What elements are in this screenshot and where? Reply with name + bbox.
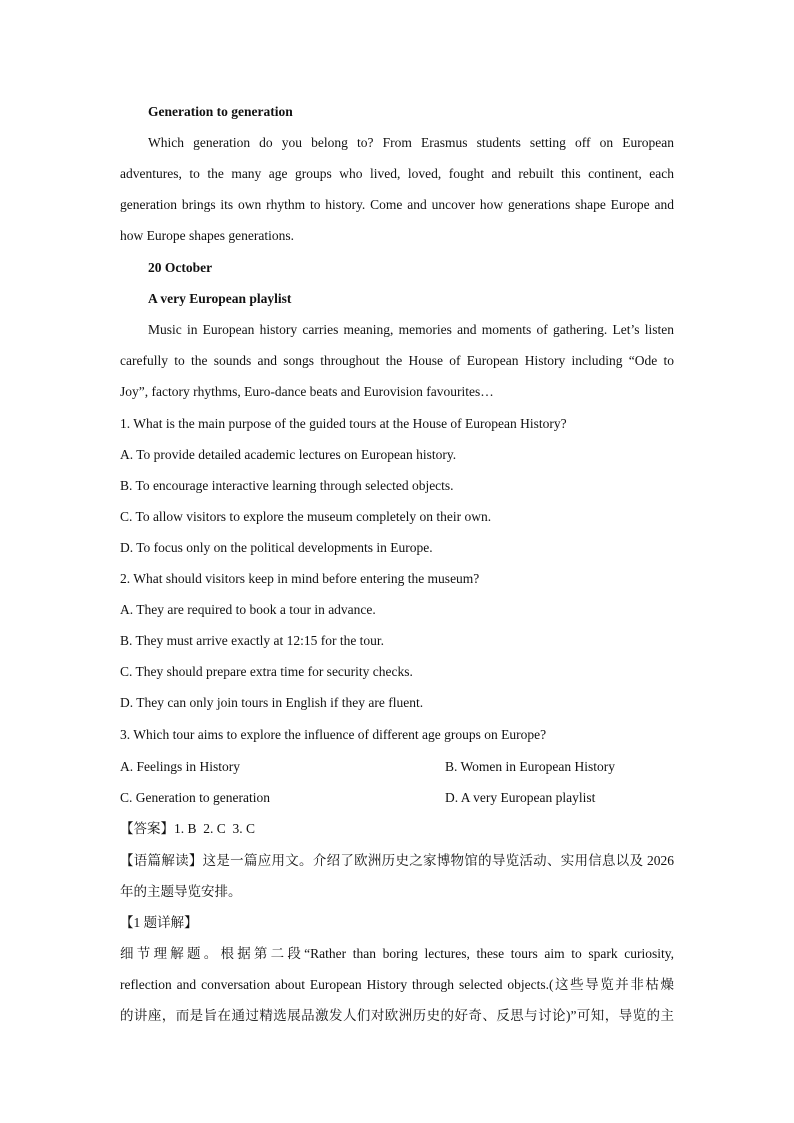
detail-heading: 【1 题详解】 (120, 915, 198, 930)
paragraph-line: generation brings its own rhythm to history. Come and uncover how generations shape Europe and (120, 197, 674, 212)
option-3b: B. Women in European History (445, 759, 616, 774)
analysis-line: 【语篇解读】这是一篇应用文。介绍了欧洲历史之家博物馆的导览活动、实用信息以及 2026 (120, 853, 674, 868)
option-1c: C. To allow visitors to explore the museum completely on their own. (120, 509, 492, 524)
detail-line: reflection and conversation about European History through selected objects.(这些导览并非枯燥 (120, 977, 674, 992)
option-1d: D. To focus only on the political developments in Europe. (120, 540, 433, 555)
paragraph-line: Which generation do you belong to? From Erasmus students setting off on European (148, 135, 674, 150)
detail-line: 细节理解题。根据第二段“Rather than boring lectures, these tours aim to spark curiosity, (120, 946, 674, 961)
option-3a: A. Feelings in History (120, 759, 240, 774)
option-2c: C. They should prepare extra time for security checks. (120, 664, 413, 679)
option-3c: C. Generation to generation (120, 790, 270, 805)
option-2d: D. They can only join tours in English if they are fluent. (120, 695, 424, 710)
paragraph-line: how Europe shapes generations. (120, 228, 294, 243)
answer-line: 【答案】1. B 2. C 3. C (120, 821, 256, 836)
paragraph-line: Music in European history carries meaning, memories and moments of gathering. Let’s listen (148, 322, 674, 337)
detail-line: 的讲座，而是旨在通过精选展品激发人们对欧洲历史的好奇、反思与讨论)”可知，导览的主 (120, 1008, 674, 1023)
question-2: 2. What should visitors keep in mind before entering the museum? (120, 571, 480, 586)
option-row (120, 757, 674, 777)
playlist-heading: A very European playlist (148, 291, 292, 306)
option-3d: D. A very European playlist (445, 790, 596, 805)
paragraph-line: Joy”, factory rhythms, Euro-dance beats and Eurovision favourites… (120, 384, 494, 399)
question-1: 1. What is the main purpose of the guided tours at the House of European History? (120, 416, 567, 431)
question-3: 3. Which tour aims to explore the influence of different age groups on Europe? (120, 727, 547, 742)
paragraph-line: carefully to the sounds and songs throughout the House of European History including “Ode to (120, 353, 674, 368)
paragraph-line: adventures, to the many age groups who lived, loved, fought and rebuilt this continent, each (120, 166, 674, 181)
section-heading: Generation to generation (148, 104, 293, 119)
option-2a: A. They are required to book a tour in advance. (120, 602, 376, 617)
analysis-line: 年的主题导览安排。 (120, 884, 242, 899)
date-heading: 20 October (148, 260, 213, 275)
option-row (120, 788, 674, 808)
option-1a: A. To provide detailed academic lectures on European history. (120, 447, 457, 462)
option-2b: B. They must arrive exactly at 12:15 for the tour. (120, 633, 385, 648)
option-1b: B. To encourage interactive learning through selected objects. (120, 478, 454, 493)
